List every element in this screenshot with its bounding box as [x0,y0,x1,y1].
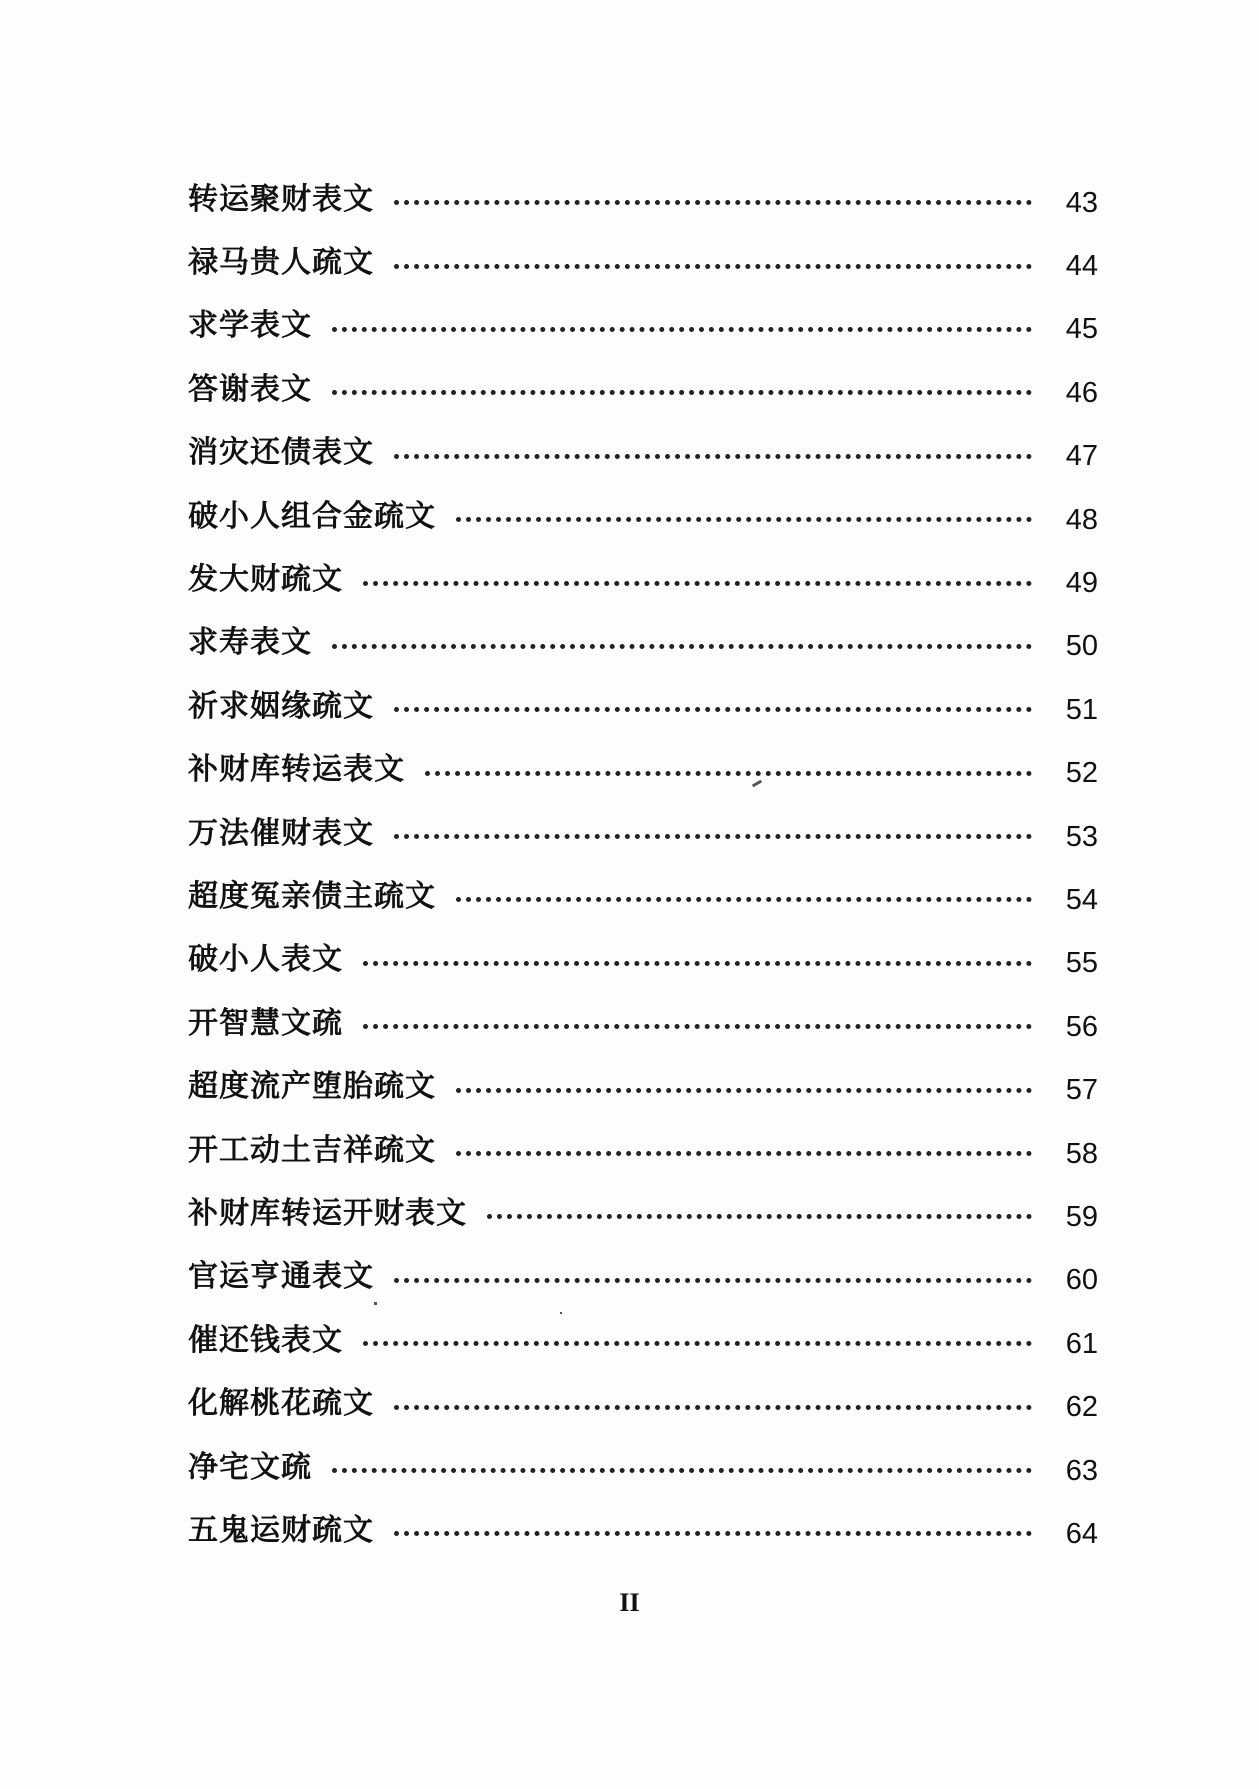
toc-entry-title: 转运聚财表文 [188,181,374,217]
dot-leader [456,897,1032,902]
toc-entry-title: 超度冤亲债主疏文 [188,878,436,914]
toc-entry-page: 51 [1065,693,1098,726]
toc-entry-title: 开工动土吉祥疏文 [188,1132,436,1168]
toc-entry-page: 46 [1065,376,1098,409]
toc-entry-title: 禄马贵人疏文 [188,245,374,281]
dot-leader [363,581,1032,586]
toc-entry-page: 61 [1065,1327,1098,1360]
dot-leader [394,454,1032,459]
toc-entry-title: 化解桃花疏文 [188,1386,374,1422]
toc-entry[interactable] [188,1436,1098,1499]
toc-entry-page: 53 [1065,820,1098,853]
toc-entry[interactable] [188,422,1098,485]
toc-entry-page: 56 [1065,1010,1098,1043]
toc-entry-page: 43 [1065,186,1098,219]
toc-entry-page: 50 [1065,630,1098,663]
toc-entry[interactable] [188,1372,1098,1435]
toc-entry[interactable] [188,1182,1098,1245]
toc-entry[interactable] [188,992,1098,1055]
dot-leader [332,327,1032,332]
dot-leader [332,1468,1032,1473]
toc-entry[interactable] [188,548,1098,611]
toc-entry[interactable] [188,295,1098,358]
toc-entry[interactable] [188,612,1098,675]
toc-entry[interactable] [188,1119,1098,1182]
toc-entry-title: 超度流产堕胎疏文 [188,1069,436,1105]
toc-entry-title: 催还钱表文 [188,1322,343,1358]
toc-entry-title: 净宅文疏 [188,1449,312,1485]
dot-leader [394,707,1032,712]
dot-leader [456,1151,1032,1156]
toc-entry-page: 52 [1065,757,1098,790]
toc-entry-page: 62 [1065,1391,1098,1424]
dot-leader [394,1405,1032,1410]
toc-entry-title: 求寿表文 [188,625,312,661]
toc-entry-page: 64 [1065,1517,1098,1550]
toc-entry-page: 44 [1065,250,1098,283]
dot-leader [487,1214,1032,1219]
toc-entry[interactable] [188,168,1098,231]
toc-entry-title: 官运亨通表文 [188,1259,374,1295]
toc-entry[interactable] [188,739,1098,802]
toc-entry-page: 58 [1065,1137,1098,1170]
toc-entry[interactable] [188,1055,1098,1118]
toc-entry[interactable] [188,231,1098,294]
toc-entry-page: 55 [1065,947,1098,980]
dot-leader [363,1341,1032,1346]
scan-speck [560,1312,562,1314]
dot-leader [394,1278,1032,1283]
toc-entry-page: 45 [1065,313,1098,346]
toc-entry[interactable] [188,802,1098,865]
toc-entry[interactable] [188,675,1098,738]
toc-entry[interactable] [188,1309,1098,1372]
toc-entry-page: 57 [1065,1074,1098,1107]
dot-leader [363,961,1032,966]
toc-entry-page: 63 [1065,1454,1098,1487]
toc-entry-page: 59 [1065,1200,1098,1233]
toc-entry-page: 47 [1065,440,1098,473]
toc-entry-page: 48 [1065,503,1098,536]
scan-speck [374,1302,377,1305]
toc-entry-title: 补财库转运表文 [188,752,405,788]
dot-leader [394,834,1032,839]
toc-entry-title: 求学表文 [188,308,312,344]
toc-entry-page: 60 [1065,1264,1098,1297]
toc-entry-title: 破小人表文 [188,942,343,978]
toc-entry-page: 54 [1065,883,1098,916]
dot-leader [332,644,1032,649]
toc-entry-title: 万法催财表文 [188,815,374,851]
toc-entry-title: 破小人组合金疏文 [188,498,436,534]
toc-entry-title: 祈求姻缘疏文 [188,688,374,724]
dot-leader [363,1024,1032,1029]
page-number: II [619,1588,640,1617]
table-of-contents [188,168,1098,1563]
toc-entry[interactable] [188,1246,1098,1309]
toc-entry[interactable] [188,358,1098,421]
toc-entry[interactable] [188,865,1098,928]
dot-leader [394,264,1032,269]
dot-leader [456,517,1032,522]
dot-leader [394,200,1032,205]
toc-entry-title: 发大财疏文 [188,562,343,598]
toc-entry-title: 补财库转运开财表文 [188,1195,467,1231]
dot-leader [394,1531,1032,1536]
toc-entry[interactable] [188,1499,1098,1562]
toc-entry-title: 消灾还债表文 [188,435,374,471]
toc-entry-title: 答谢表文 [188,371,312,407]
toc-entry[interactable] [188,929,1098,992]
toc-entry-title: 五鬼运财疏文 [188,1512,374,1548]
toc-entry-page: 49 [1065,567,1098,600]
dot-leader [332,390,1032,395]
toc-entry[interactable] [188,485,1098,548]
dot-leader [456,1088,1032,1093]
dot-leader [425,771,1032,776]
toc-entry-title: 开智慧文疏 [188,1005,343,1041]
